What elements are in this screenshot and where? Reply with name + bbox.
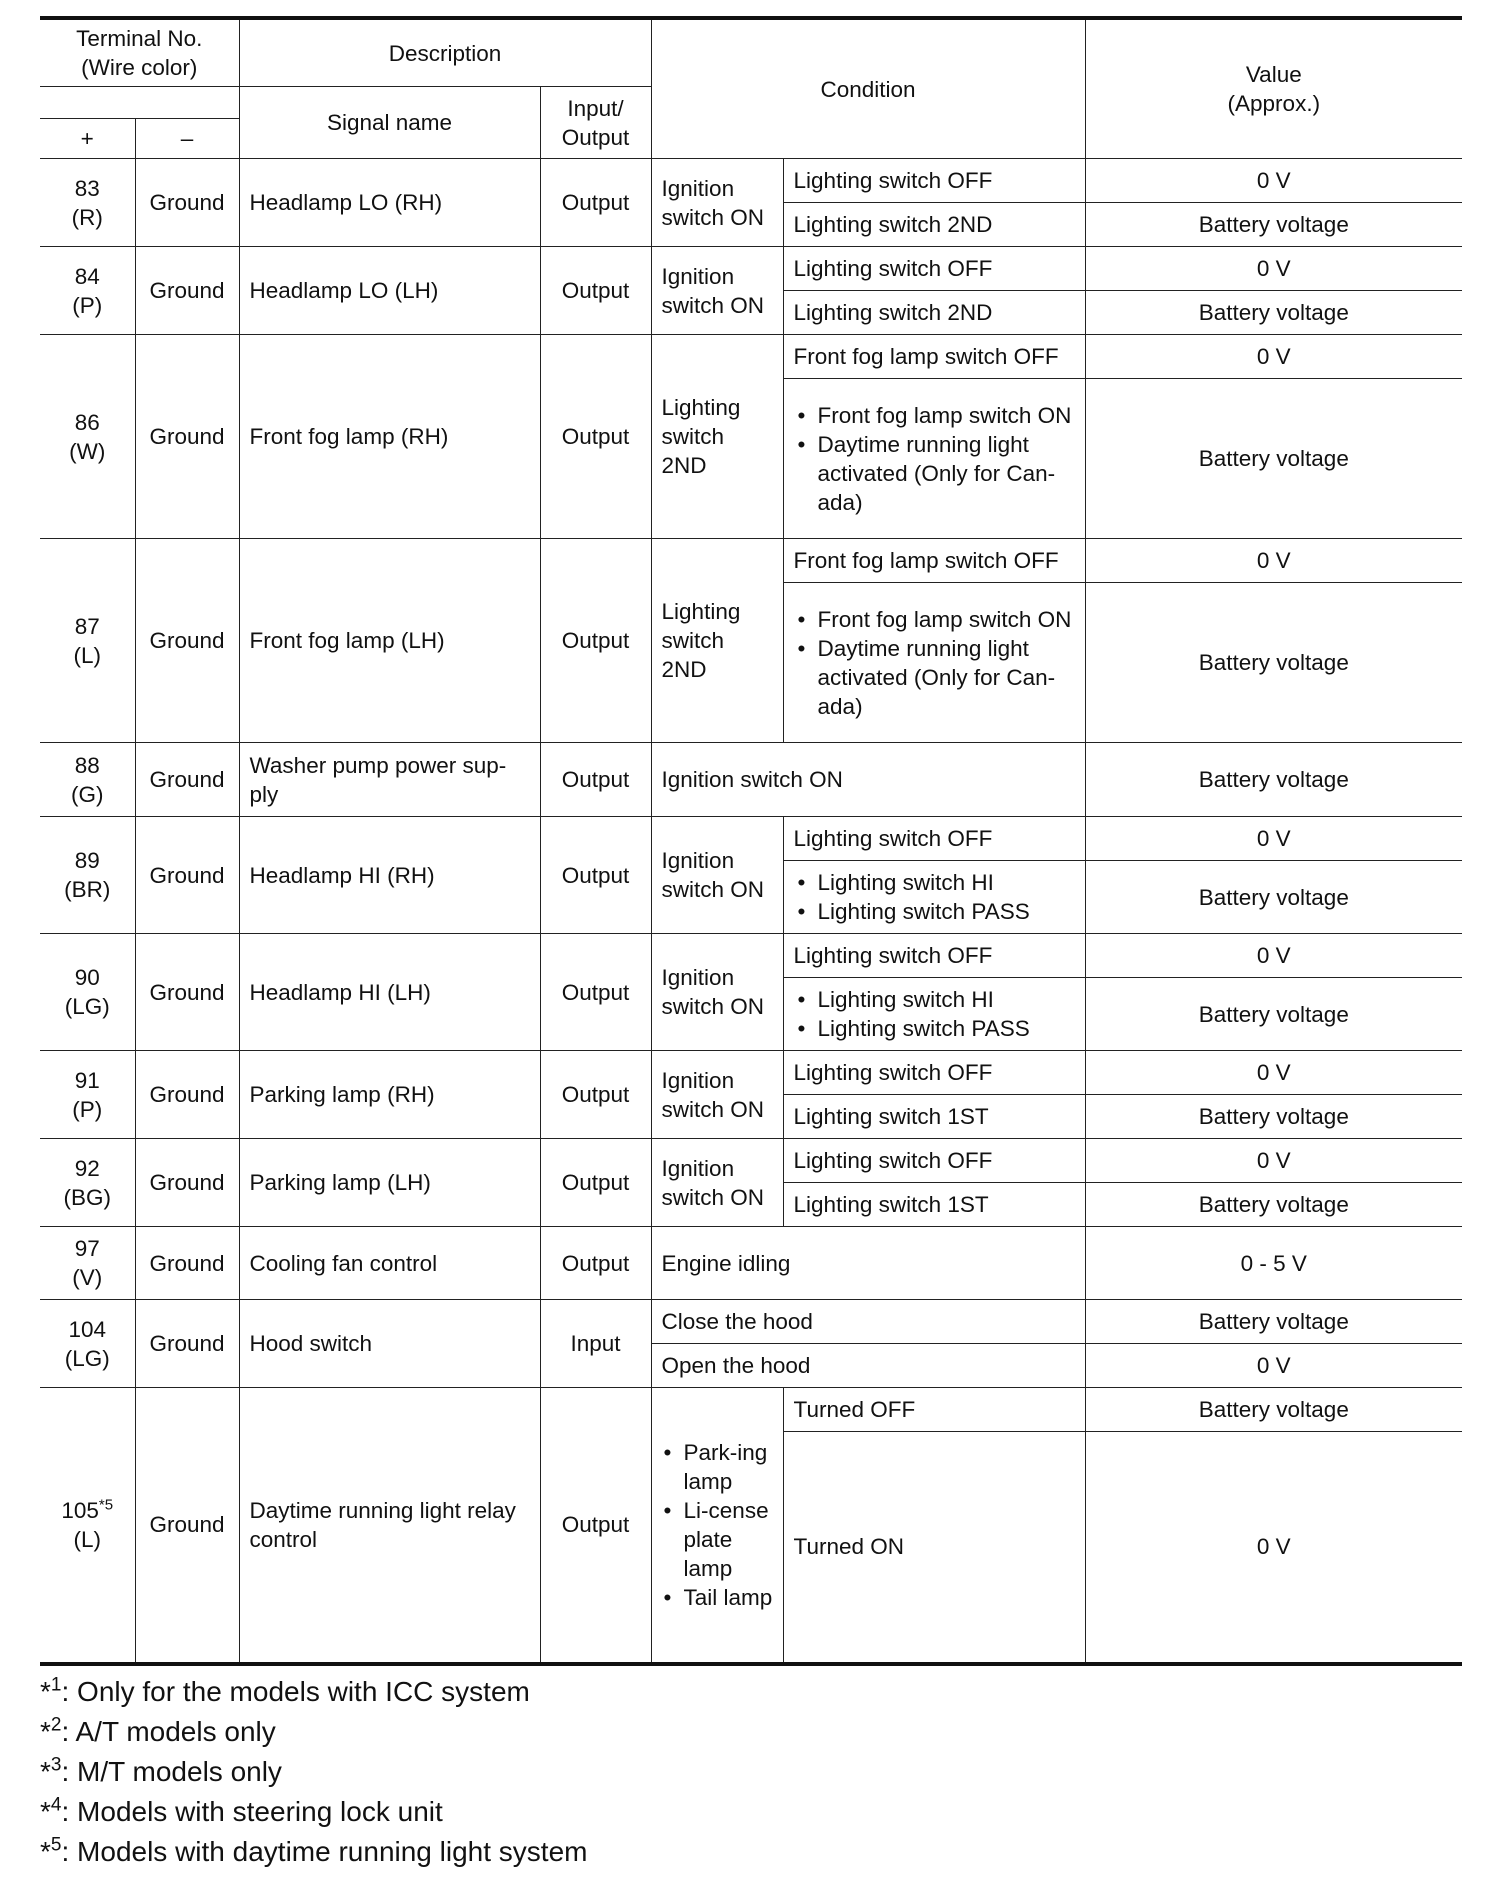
bullet-list	[794, 605, 1075, 721]
footnote-mark: *5	[98, 1496, 114, 1514]
io-cell: Output	[540, 335, 651, 539]
condition-cell: Close the hood	[651, 1300, 1085, 1344]
value-label: Value	[1245, 62, 1302, 87]
io-cell: Output	[540, 159, 651, 247]
condition-cell: Lighting switch 2ND	[651, 335, 783, 539]
sub-condition-cell: Lighting switch OFF	[783, 1051, 1085, 1095]
sub-condition-cell: Lighting switch 2ND	[783, 203, 1085, 247]
bullet-list	[660, 1438, 773, 1612]
ground-cell: Ground	[135, 335, 239, 539]
sub-condition-cell: Turned OFF	[783, 1388, 1085, 1432]
value-cell: 0 V	[1085, 159, 1462, 203]
condition-cell: Ignition switch ON	[651, 817, 783, 934]
terminal-cell: 87 (L)	[40, 539, 135, 743]
signal-name-cell: Headlamp LO (LH)	[239, 247, 540, 335]
ground-cell: Ground	[135, 743, 239, 817]
terminal-value-table	[40, 16, 1462, 1666]
plus-header: +	[40, 119, 135, 159]
bullet-list	[794, 868, 1075, 926]
condition-cell: Open the hood	[651, 1344, 1085, 1388]
sub-condition-cell: Lighting switch OFF	[783, 934, 1085, 978]
terminal-cell: 92 (BG)	[40, 1139, 135, 1227]
value-cell: 0 V	[1085, 247, 1462, 291]
condition-cell: Ignition switch ON	[651, 743, 1085, 817]
input-output-label-1: Input/	[567, 95, 624, 121]
condition-cell: Ignition switch ON	[651, 159, 783, 247]
value-cell: Battery voltage	[1085, 861, 1462, 934]
list-item: • Front fog lamp switch ON	[818, 401, 1075, 430]
sub-condition-cell	[783, 379, 1085, 539]
terminal-cell: 90 (LG)	[40, 934, 135, 1051]
signal-name-cell: Front fog lamp (RH)	[239, 335, 540, 539]
signal-name-cell: Parking lamp (LH)	[239, 1139, 540, 1227]
value-cell: 0 V	[1085, 817, 1462, 861]
io-cell: Output	[540, 1051, 651, 1139]
value-cell: Battery voltage	[1085, 743, 1462, 817]
description-header: Description	[239, 18, 651, 87]
table-row	[40, 934, 1462, 978]
condition-cell: Ignition switch ON	[651, 1051, 783, 1139]
value-cell: Battery voltage	[1085, 1300, 1462, 1344]
condition-cell: Engine idling	[651, 1227, 1085, 1300]
io-cell: Output	[540, 539, 651, 743]
table-row	[40, 1388, 1462, 1432]
value-cell: Battery voltage	[1085, 978, 1462, 1051]
terminal-no-header	[40, 18, 239, 87]
bullet-list	[794, 401, 1075, 517]
signal-name-cell: Cooling fan control	[239, 1227, 540, 1300]
io-cell: Output	[540, 934, 651, 1051]
sub-condition-cell	[783, 861, 1085, 934]
condition-header: Condition	[651, 18, 1085, 159]
table-row	[40, 1300, 1462, 1344]
value-cell: 0 V	[1085, 1139, 1462, 1183]
terminal-cell: 88 (G)	[40, 743, 135, 817]
sub-condition-cell: Front fog lamp switch OFF	[783, 335, 1085, 379]
signal-name-cell: Washer pump power sup-ply	[239, 743, 540, 817]
wire-color-label: (Wire color)	[81, 55, 198, 80]
value-cell: 0 V	[1085, 1051, 1462, 1095]
terminal-cell: 84 (P)	[40, 247, 135, 335]
list-item: • Lighting switch HI	[818, 868, 1075, 897]
value-cell: Battery voltage	[1085, 1183, 1462, 1227]
io-cell: Output	[540, 1388, 651, 1664]
value-cell: Battery voltage	[1085, 203, 1462, 247]
sub-condition-cell	[783, 583, 1085, 743]
ground-cell: Ground	[135, 817, 239, 934]
ground-cell: Ground	[135, 1227, 239, 1300]
terminal-cell: 83 (R)	[40, 159, 135, 247]
terminal-spacer	[40, 87, 239, 119]
io-cell: Output	[540, 743, 651, 817]
table-row	[40, 1139, 1462, 1183]
table-row	[40, 1227, 1462, 1300]
sub-condition-cell: Lighting switch 1ST	[783, 1095, 1085, 1139]
value-cell: 0 V	[1085, 1432, 1462, 1664]
list-item: • Li-cense plate lamp	[684, 1496, 773, 1583]
minus-header: –	[135, 119, 239, 159]
condition-cell: Ignition switch ON	[651, 247, 783, 335]
table-row	[40, 539, 1462, 583]
condition-cell: Ignition switch ON	[651, 934, 783, 1051]
io-cell: Input	[540, 1300, 651, 1388]
signal-name-cell: Headlamp HI (RH)	[239, 817, 540, 934]
footnotes	[40, 1672, 1462, 1872]
sub-condition-cell: Front fog lamp switch OFF	[783, 539, 1085, 583]
footnote: *$^2$: A/T models only	[40, 1714, 276, 1747]
value-header	[1085, 18, 1462, 159]
list-item: • Lighting switch PASS	[818, 1014, 1075, 1043]
ground-cell: Ground	[135, 1139, 239, 1227]
condition-cell: Ignition switch ON	[651, 1139, 783, 1227]
ground-cell: Ground	[135, 1051, 239, 1139]
signal-name-cell: Hood switch	[239, 1300, 540, 1388]
sub-condition-cell: Turned ON	[783, 1432, 1085, 1664]
sub-condition-cell	[783, 978, 1085, 1051]
table-row	[40, 159, 1462, 203]
value-cell: 0 - 5 V	[1085, 1227, 1462, 1300]
terminal-cell: 97 (V)	[40, 1227, 135, 1300]
value-cell: 0 V	[1085, 1344, 1462, 1388]
io-cell: Output	[540, 247, 651, 335]
terminal-cell: 89 (BR)	[40, 817, 135, 934]
list-item: • Front fog lamp switch ON	[818, 605, 1075, 634]
list-item: • Lighting switch HI	[818, 985, 1075, 1014]
signal-name-cell: Parking lamp (RH)	[239, 1051, 540, 1139]
input-output-label-2: Output	[561, 124, 630, 150]
input-output-header	[540, 87, 651, 159]
ground-cell: Ground	[135, 934, 239, 1051]
ground-cell: Ground	[135, 247, 239, 335]
list-item: • Park-ing lamp	[684, 1438, 773, 1496]
io-cell: Output	[540, 817, 651, 934]
sub-condition-cell: Lighting switch 2ND	[783, 291, 1085, 335]
bullet-list	[794, 985, 1075, 1043]
condition-cell: Lighting switch 2ND	[651, 539, 783, 743]
footnote: *$^4$: Models with steering lock unit	[40, 1794, 443, 1827]
value-cell: Battery voltage	[1085, 379, 1462, 539]
signal-name-cell: Front fog lamp (LH)	[239, 539, 540, 743]
value-cell: Battery voltage	[1085, 583, 1462, 743]
footnote: *$^1$: Only for the models with ICC system	[40, 1674, 530, 1707]
signal-name-cell: Headlamp LO (RH)	[239, 159, 540, 247]
terminal-cell: 105$^{*5}$ (L)	[40, 1388, 135, 1664]
terminal-no-label: Terminal No.	[76, 26, 203, 51]
terminal-cell: 104 (LG)	[40, 1300, 135, 1388]
io-cell: Output	[540, 1139, 651, 1227]
value-cell: 0 V	[1085, 539, 1462, 583]
ground-cell: Ground	[135, 1388, 239, 1664]
value-cell: 0 V	[1085, 934, 1462, 978]
value-cell: Battery voltage	[1085, 1388, 1462, 1432]
signal-name-cell: Daytime running light relay control	[239, 1388, 540, 1664]
signal-name-cell: Headlamp HI (LH)	[239, 934, 540, 1051]
value-cell: Battery voltage	[1085, 1095, 1462, 1139]
list-item: • Lighting switch PASS	[818, 897, 1075, 926]
sub-condition-cell: Lighting switch OFF	[783, 817, 1085, 861]
sub-condition-cell: Lighting switch OFF	[783, 247, 1085, 291]
approx-label: (Approx.)	[1227, 91, 1321, 116]
table-row	[40, 247, 1462, 291]
list-item: • Daytime running light activated (Only for Can-ada)	[818, 634, 1075, 721]
terminal-cell: 86 (W)	[40, 335, 135, 539]
ground-cell: Ground	[135, 1300, 239, 1388]
io-cell: Output	[540, 1227, 651, 1300]
condition-cell	[651, 1388, 783, 1664]
list-item: • Tail lamp	[684, 1583, 773, 1612]
terminal-spec-document	[40, 16, 1462, 1872]
table-row	[40, 743, 1462, 817]
value-cell: 0 V	[1085, 335, 1462, 379]
sub-condition-cell: Lighting switch 1ST	[783, 1183, 1085, 1227]
table-row	[40, 817, 1462, 861]
terminal-cell: 91 (P)	[40, 1051, 135, 1139]
table-row	[40, 335, 1462, 379]
sub-condition-cell: Lighting switch OFF	[783, 159, 1085, 203]
ground-cell: Ground	[135, 159, 239, 247]
ground-cell: Ground	[135, 539, 239, 743]
footnote: *$^3$: M/T models only	[40, 1754, 282, 1787]
list-item: • Daytime running light activated (Only for Can-ada)	[818, 430, 1075, 517]
sub-condition-cell: Lighting switch OFF	[783, 1139, 1085, 1183]
footnote: *$^5$: Models with daytime running light system	[40, 1834, 588, 1867]
signal-name-header: Signal name	[239, 87, 540, 159]
table-row	[40, 1051, 1462, 1095]
value-cell: Battery voltage	[1085, 291, 1462, 335]
